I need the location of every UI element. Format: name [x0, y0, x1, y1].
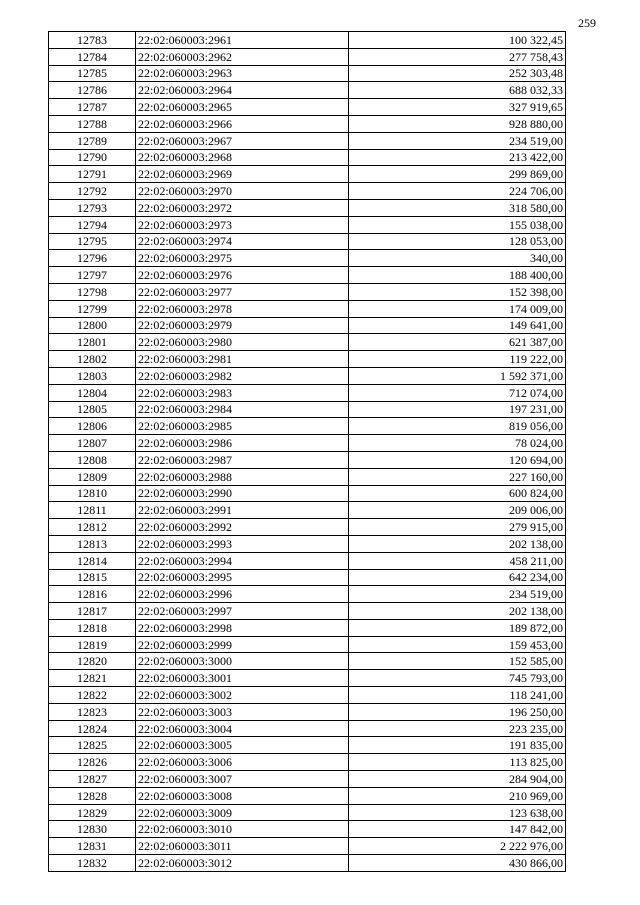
table-row — [49, 283, 566, 300]
table-row — [49, 838, 566, 855]
cadastral-number-cell: 22:02:060003:2963 — [136, 65, 349, 82]
row-number-cell: 12796 — [49, 250, 136, 267]
table-row — [49, 855, 566, 872]
table-row — [49, 317, 566, 334]
row-number-cell: 12802 — [49, 351, 136, 368]
row-number-cell: 12808 — [49, 451, 136, 468]
row-number-cell: 12803 — [49, 367, 136, 384]
cadastral-value-cell: 213 422,00 — [349, 149, 566, 166]
table-row — [49, 132, 566, 149]
table-row — [49, 787, 566, 804]
table-row — [49, 48, 566, 65]
row-number-cell: 12787 — [49, 99, 136, 116]
table-row — [49, 267, 566, 284]
table-row — [49, 502, 566, 519]
cadastral-number-cell: 22:02:060003:2962 — [136, 48, 349, 65]
table-row — [49, 485, 566, 502]
cadastral-value-cell: 223 235,00 — [349, 720, 566, 737]
cadastral-value-cell: 252 303,48 — [349, 65, 566, 82]
cadastral-number-cell: 22:02:060003:3010 — [136, 821, 349, 838]
cadastral-number-cell: 22:02:060003:2966 — [136, 115, 349, 132]
cadastral-value-cell: 1 592 371,00 — [349, 367, 566, 384]
table-row — [49, 401, 566, 418]
cadastral-number-cell: 22:02:060003:2961 — [136, 32, 349, 49]
cadastral-number-cell: 22:02:060003:2996 — [136, 586, 349, 603]
table-row — [49, 619, 566, 636]
row-number-cell: 12824 — [49, 720, 136, 737]
row-number-cell: 12806 — [49, 418, 136, 435]
table-body — [49, 32, 566, 872]
cadastral-value-cell: 210 969,00 — [349, 787, 566, 804]
row-number-cell: 12832 — [49, 855, 136, 872]
cadastral-number-cell: 22:02:060003:2968 — [136, 149, 349, 166]
cadastral-number-cell: 22:02:060003:2998 — [136, 619, 349, 636]
row-number-cell: 12793 — [49, 199, 136, 216]
row-number-cell: 12809 — [49, 468, 136, 485]
row-number-cell: 12825 — [49, 737, 136, 754]
cadastral-value-cell: 928 880,00 — [349, 115, 566, 132]
table-row — [49, 334, 566, 351]
cadastral-number-cell: 22:02:060003:2972 — [136, 199, 349, 216]
cadastral-number-cell: 22:02:060003:2992 — [136, 519, 349, 536]
cadastral-number-cell: 22:02:060003:2997 — [136, 603, 349, 620]
row-number-cell: 12783 — [49, 32, 136, 49]
table-row — [49, 435, 566, 452]
cadastral-number-cell: 22:02:060003:2965 — [136, 99, 349, 116]
cadastral-value-cell: 227 160,00 — [349, 468, 566, 485]
cadastral-number-cell: 22:02:060003:3001 — [136, 670, 349, 687]
table-row — [49, 384, 566, 401]
table-row — [49, 367, 566, 384]
cadastral-value-cell: 277 758,43 — [349, 48, 566, 65]
cadastral-value-cell: 196 250,00 — [349, 703, 566, 720]
cadastral-number-cell: 22:02:060003:2983 — [136, 384, 349, 401]
cadastral-number-cell: 22:02:060003:2979 — [136, 317, 349, 334]
cadastral-value-cell: 202 138,00 — [349, 603, 566, 620]
table-row — [49, 670, 566, 687]
cadastral-value-cell: 234 519,00 — [349, 132, 566, 149]
cadastral-number-cell: 22:02:060003:3004 — [136, 720, 349, 737]
cadastral-value-cell: 209 006,00 — [349, 502, 566, 519]
cadastral-value-cell: 152 398,00 — [349, 283, 566, 300]
cadastral-number-cell: 22:02:060003:2995 — [136, 569, 349, 586]
cadastral-number-cell: 22:02:060003:2981 — [136, 351, 349, 368]
table-row — [49, 519, 566, 536]
cadastral-value-cell: 600 824,00 — [349, 485, 566, 502]
row-number-cell: 12790 — [49, 149, 136, 166]
cadastral-number-cell: 22:02:060003:2999 — [136, 636, 349, 653]
table-row — [49, 703, 566, 720]
cadastral-value-cell: 113 825,00 — [349, 754, 566, 771]
table-row — [49, 653, 566, 670]
table-row — [49, 149, 566, 166]
table-row — [49, 552, 566, 569]
cadastral-value-cell: 202 138,00 — [349, 535, 566, 552]
cadastral-value-cell: 100 322,45 — [349, 32, 566, 49]
row-number-cell: 12792 — [49, 183, 136, 200]
cadastral-number-cell: 22:02:060003:2988 — [136, 468, 349, 485]
table-row — [49, 233, 566, 250]
row-number-cell: 12820 — [49, 653, 136, 670]
table-row — [49, 754, 566, 771]
row-number-cell: 12807 — [49, 435, 136, 452]
cadastral-value-cell: 327 919,65 — [349, 99, 566, 116]
cadastral-value-cell: 745 793,00 — [349, 670, 566, 687]
cadastral-value-cell: 197 231,00 — [349, 401, 566, 418]
table-row — [49, 166, 566, 183]
row-number-cell: 12800 — [49, 317, 136, 334]
table-row — [49, 603, 566, 620]
cadastral-number-cell: 22:02:060003:3000 — [136, 653, 349, 670]
row-number-cell: 12795 — [49, 233, 136, 250]
cadastral-value-cell: 234 519,00 — [349, 586, 566, 603]
cadastral-number-cell: 22:02:060003:2976 — [136, 267, 349, 284]
cadastral-number-cell: 22:02:060003:3011 — [136, 838, 349, 855]
row-number-cell: 12799 — [49, 300, 136, 317]
cadastral-number-cell: 22:02:060003:2991 — [136, 502, 349, 519]
cadastral-value-cell: 299 869,00 — [349, 166, 566, 183]
cadastral-value-cell: 152 585,00 — [349, 653, 566, 670]
row-number-cell: 12827 — [49, 771, 136, 788]
cadastral-value-cell: 188 400,00 — [349, 267, 566, 284]
row-number-cell: 12831 — [49, 838, 136, 855]
table-row — [49, 687, 566, 704]
table-row — [49, 216, 566, 233]
cadastral-value-cell: 128 053,00 — [349, 233, 566, 250]
cadastral-number-cell: 22:02:060003:2974 — [136, 233, 349, 250]
table-row — [49, 821, 566, 838]
row-number-cell: 12812 — [49, 519, 136, 536]
cadastral-value-cell: 340,00 — [349, 250, 566, 267]
cadastral-value-cell: 120 694,00 — [349, 451, 566, 468]
cadastral-value-cell: 712 074,00 — [349, 384, 566, 401]
row-number-cell: 12805 — [49, 401, 136, 418]
cadastral-value-cell: 279 915,00 — [349, 519, 566, 536]
row-number-cell: 12789 — [49, 132, 136, 149]
cadastral-number-cell: 22:02:060003:3005 — [136, 737, 349, 754]
row-number-cell: 12821 — [49, 670, 136, 687]
cadastral-number-cell: 22:02:060003:2985 — [136, 418, 349, 435]
row-number-cell: 12791 — [49, 166, 136, 183]
table-row — [49, 199, 566, 216]
row-number-cell: 12810 — [49, 485, 136, 502]
cadastral-value-cell: 189 872,00 — [349, 619, 566, 636]
cadastral-value-cell: 642 234,00 — [349, 569, 566, 586]
cadastral-value-cell: 159 453,00 — [349, 636, 566, 653]
cadastral-number-cell: 22:02:060003:2984 — [136, 401, 349, 418]
page-number: 259 — [578, 16, 596, 30]
row-number-cell: 12798 — [49, 283, 136, 300]
cadastral-number-cell: 22:02:060003:3002 — [136, 687, 349, 704]
cadastral-value-cell: 118 241,00 — [349, 687, 566, 704]
row-number-cell: 12814 — [49, 552, 136, 569]
row-number-cell: 12804 — [49, 384, 136, 401]
row-number-cell: 12801 — [49, 334, 136, 351]
cadastral-value-table — [48, 31, 566, 872]
row-number-cell: 12816 — [49, 586, 136, 603]
row-number-cell: 12822 — [49, 687, 136, 704]
cadastral-number-cell: 22:02:060003:3007 — [136, 771, 349, 788]
cadastral-number-cell: 22:02:060003:2993 — [136, 535, 349, 552]
cadastral-value-cell: 191 835,00 — [349, 737, 566, 754]
table-row — [49, 636, 566, 653]
table-row — [49, 115, 566, 132]
table-row — [49, 65, 566, 82]
table-row — [49, 451, 566, 468]
table-row — [49, 82, 566, 99]
cadastral-number-cell: 22:02:060003:2970 — [136, 183, 349, 200]
cadastral-number-cell: 22:02:060003:2975 — [136, 250, 349, 267]
cadastral-number-cell: 22:02:060003:3006 — [136, 754, 349, 771]
cadastral-value-cell: 149 641,00 — [349, 317, 566, 334]
cadastral-number-cell: 22:02:060003:2986 — [136, 435, 349, 452]
row-number-cell: 12797 — [49, 267, 136, 284]
cadastral-number-cell: 22:02:060003:3008 — [136, 787, 349, 804]
table-row — [49, 771, 566, 788]
cadastral-value-cell: 119 222,00 — [349, 351, 566, 368]
cadastral-value-cell: 284 904,00 — [349, 771, 566, 788]
cadastral-value-cell: 819 056,00 — [349, 418, 566, 435]
cadastral-number-cell: 22:02:060003:3012 — [136, 855, 349, 872]
cadastral-number-cell: 22:02:060003:2978 — [136, 300, 349, 317]
cadastral-number-cell: 22:02:060003:2969 — [136, 166, 349, 183]
table-row — [49, 720, 566, 737]
table-row — [49, 183, 566, 200]
cadastral-value-cell: 155 038,00 — [349, 216, 566, 233]
table-row — [49, 418, 566, 435]
row-number-cell: 12830 — [49, 821, 136, 838]
table-row — [49, 468, 566, 485]
cadastral-value-cell: 318 580,00 — [349, 199, 566, 216]
table-row — [49, 569, 566, 586]
cadastral-number-cell: 22:02:060003:2973 — [136, 216, 349, 233]
table-row — [49, 737, 566, 754]
cadastral-number-cell: 22:02:060003:2994 — [136, 552, 349, 569]
row-number-cell: 12826 — [49, 754, 136, 771]
cadastral-value-cell: 2 222 976,00 — [349, 838, 566, 855]
cadastral-number-cell: 22:02:060003:2990 — [136, 485, 349, 502]
cadastral-value-cell: 123 638,00 — [349, 804, 566, 821]
cadastral-number-cell: 22:02:060003:3003 — [136, 703, 349, 720]
table-row — [49, 32, 566, 49]
cadastral-value-cell: 458 211,00 — [349, 552, 566, 569]
row-number-cell: 12817 — [49, 603, 136, 620]
row-number-cell: 12823 — [49, 703, 136, 720]
cadastral-number-cell: 22:02:060003:2982 — [136, 367, 349, 384]
row-number-cell: 12788 — [49, 115, 136, 132]
cadastral-value-cell: 430 866,00 — [349, 855, 566, 872]
row-number-cell: 12794 — [49, 216, 136, 233]
cadastral-value-cell: 174 009,00 — [349, 300, 566, 317]
cadastral-number-cell: 22:02:060003:2964 — [136, 82, 349, 99]
cadastral-value-cell: 147 842,00 — [349, 821, 566, 838]
table-row — [49, 804, 566, 821]
row-number-cell: 12828 — [49, 787, 136, 804]
row-number-cell: 12784 — [49, 48, 136, 65]
row-number-cell: 12811 — [49, 502, 136, 519]
cadastral-number-cell: 22:02:060003:2977 — [136, 283, 349, 300]
row-number-cell: 12813 — [49, 535, 136, 552]
cadastral-value-cell: 78 024,00 — [349, 435, 566, 452]
row-number-cell: 12785 — [49, 65, 136, 82]
table-row — [49, 300, 566, 317]
cadastral-value-cell: 688 032,33 — [349, 82, 566, 99]
row-number-cell: 12829 — [49, 804, 136, 821]
table-row — [49, 535, 566, 552]
row-number-cell: 12815 — [49, 569, 136, 586]
table-row — [49, 351, 566, 368]
cadastral-number-cell: 22:02:060003:3009 — [136, 804, 349, 821]
row-number-cell: 12819 — [49, 636, 136, 653]
cadastral-number-cell: 22:02:060003:2980 — [136, 334, 349, 351]
cadastral-number-cell: 22:02:060003:2967 — [136, 132, 349, 149]
cadastral-number-cell: 22:02:060003:2987 — [136, 451, 349, 468]
cadastral-value-cell: 621 387,00 — [349, 334, 566, 351]
row-number-cell: 12818 — [49, 619, 136, 636]
row-number-cell: 12786 — [49, 82, 136, 99]
cadastral-value-cell: 224 706,00 — [349, 183, 566, 200]
table-row — [49, 586, 566, 603]
table-row — [49, 250, 566, 267]
table-row — [49, 99, 566, 116]
